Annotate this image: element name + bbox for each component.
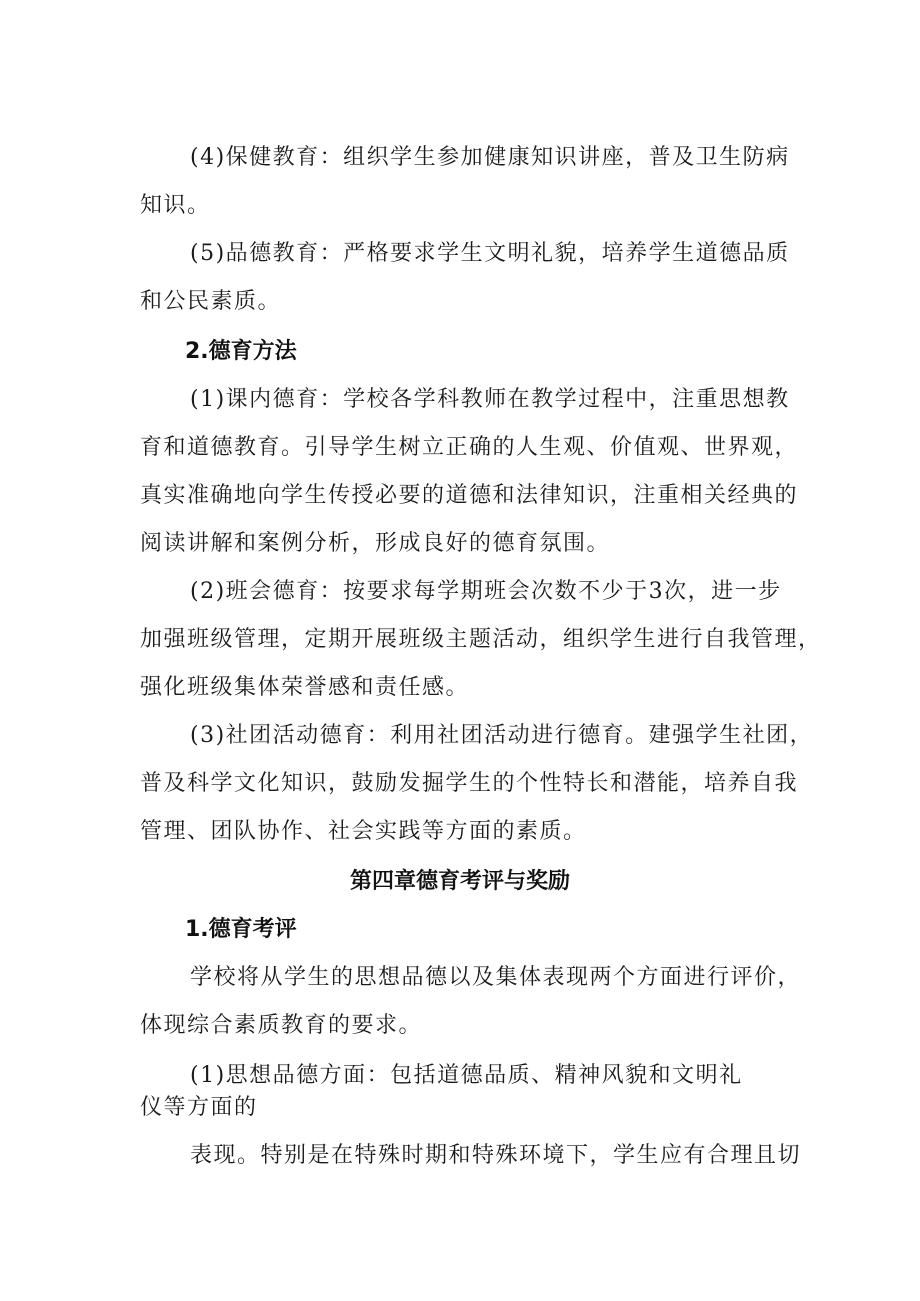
paragraph-line: (2)班会德育：按要求每学期班会次数不少于3次，进一步	[190, 579, 782, 604]
paragraph-line: (5)品德教育：严格要求学生文明礼貌，培养学生道德品质	[190, 241, 790, 266]
paragraph-line: 加强班级管理，定期开展班级主题活动，组织学生进行自我管理，	[140, 627, 822, 652]
paragraph-line: 和公民素质。	[140, 289, 282, 314]
paragraph-line: 表现。特别是在特殊时期和特殊环境下，学生应有合理且切	[190, 1143, 802, 1168]
paragraph-line: 学校将从学生的思想品德以及集体表现两个方面进行评价，	[190, 965, 802, 990]
paragraph-line: 阅读讲解和案例分析，形成良好的德育氛围。	[140, 531, 611, 556]
paragraph-line: 体现综合素质教育的要求。	[140, 1013, 423, 1038]
paragraph-line: (1)思想品德方面：包括道德品质、精神风貌和文明礼	[190, 1063, 743, 1088]
paragraph-line: 知识。	[140, 193, 211, 218]
section-heading-evaluation: 1.德育考评	[185, 917, 297, 942]
paragraph-line: 育和道德教育。引导学生树立正确的人生观、价值观、世界观，	[140, 435, 799, 460]
paragraph-line: (3)社团活动德育：利用社团活动进行德育。建强学生社团，	[190, 723, 814, 748]
paragraph-line: 普及科学文化知识，鼓励发掘学生的个性特长和潜能，培养自我	[140, 771, 799, 796]
paragraph-line: 真实准确地向学生传授必要的道德和法律知识，注重相关经典的	[140, 483, 799, 508]
chapter-title: 第四章德育考评与奖励	[349, 869, 570, 894]
paragraph-line: (1)课内德育：学校各学科教师在教学过程中，注重思想教	[190, 387, 790, 412]
paragraph-line: 管理、团队协作、社会实践等方面的素质。	[140, 819, 587, 844]
paragraph-line: 仪等方面的	[140, 1095, 258, 1120]
section-heading-methods: 2.德育方法	[185, 339, 297, 364]
paragraph-line: 强化班级集体荣誉感和责任感。	[140, 675, 470, 700]
paragraph-line: (4)保健教育：组织学生参加健康知识讲座，普及卫生防病	[190, 145, 790, 170]
